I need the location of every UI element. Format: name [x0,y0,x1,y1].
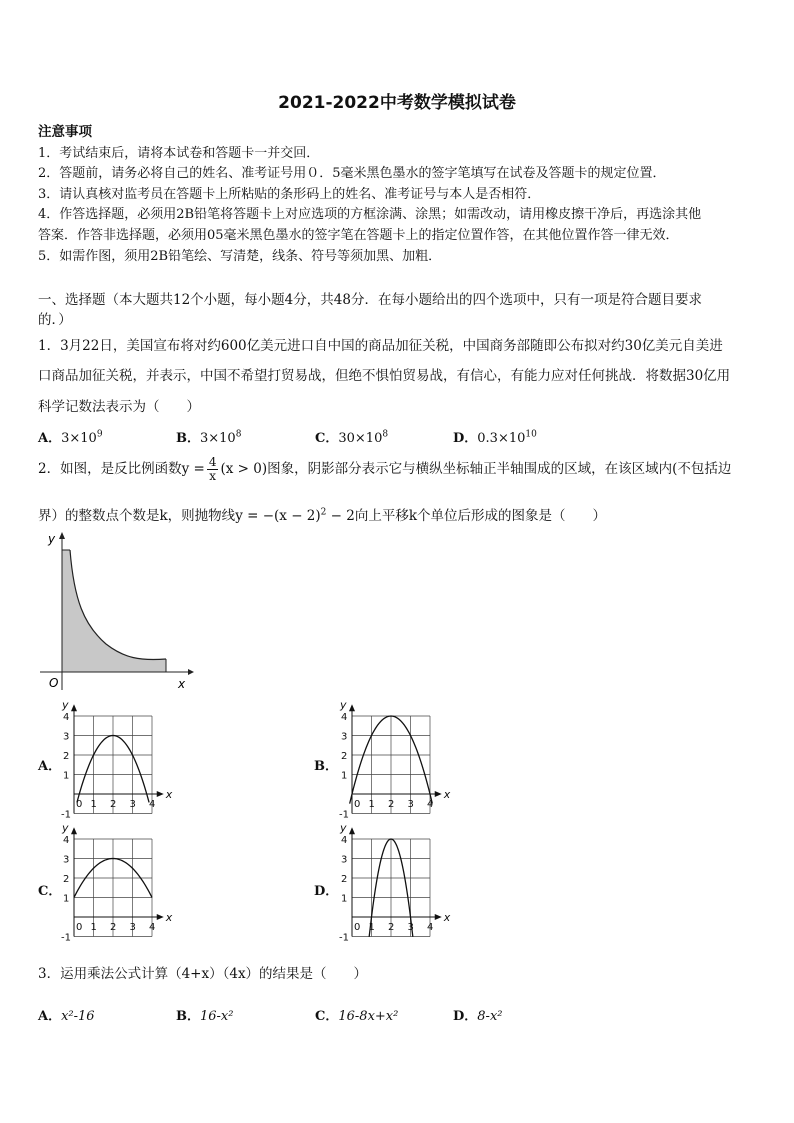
x-tick-label: 1 [368,799,375,810]
formula: y = −(x − 2) [235,508,321,524]
x-axis-label: x [178,677,186,691]
notes-heading: 注意事项 [38,124,92,140]
q3-option-b[interactable] [176,1005,233,1024]
option-value: 16-8x+x² [338,1009,399,1024]
q1-stem-line: 1．3月22日，美国宣布将对约600亿美元进口自中国的商品加征关税，中国商务部随即公布拟对约30亿美元自美进 [38,338,723,354]
q3-option-a[interactable] [38,1005,95,1024]
section-heading-cont: 的．） [38,312,72,328]
y-axis-label: y [62,700,69,712]
x-axis-label: x [165,911,173,924]
x-tick-label: 1 [368,922,375,933]
y-tick-label: 2 [341,751,348,762]
y-tick-label: 1 [341,770,348,782]
x-axis-arrow [435,914,442,920]
y-tick-label: 3 [341,854,348,866]
option-letter: D． [453,1009,478,1024]
y-tick-label: 2 [63,751,70,762]
x-tick-label: 4 [149,799,156,810]
x-axis-label: x [443,788,451,801]
q1-stem-line: 口商品加征关税，并表示，中国不希望打贸易战，但绝不惧怕贸易战，有信心，有能力应对任何挑战．将数据30亿用 [38,368,731,384]
q2-stem-line2 [38,504,606,524]
q2-stem-line1 [38,456,731,483]
q2-option-b[interactable]: B． [314,759,338,774]
x-tick-label: 2 [388,922,395,933]
q2-graph-b[interactable] [334,700,459,825]
y-tick-label: 0 [354,799,361,810]
option-value: 30×10 [338,431,383,446]
q2-option-c[interactable]: C． [38,884,62,899]
q2-main-figure [36,530,196,692]
option-letter: B． [176,431,200,446]
q2-graph-d[interactable] [334,823,459,948]
q3-option-d[interactable] [453,1005,503,1024]
option-letter: A． [38,431,62,446]
option-value: 8-x² [477,1009,503,1024]
note-item: 5．如需作图，须用2B铅笔绘、写清楚，线条、符号等须加黑、加粗． [38,249,442,264]
q2-text: 界）的整数点个数是k，则抛物线 [38,508,236,524]
y-axis-arrow [349,704,355,711]
x-tick-label: 3 [129,799,136,810]
y-tick-label: 1 [63,770,70,782]
option-letter: C． [315,431,339,446]
option-exponent: 8 [382,429,389,440]
option-letter: A． [38,1009,62,1024]
y-tick-label: 2 [341,874,348,885]
note-item: 答案．作答非选择题，必须用05毫米黑色墨水的签字笔在答题卡上的指定位置作答，在其他位置作答一律无效． [38,228,679,243]
x-axis-label: x [165,788,173,801]
fraction [207,456,219,483]
origin-label: O [49,676,59,690]
x-axis-arrow [157,914,164,920]
x-tick-label: 3 [129,922,136,933]
note-item: 4．作答选择题，必须用2B铅笔将答题卡上对应选项的方框涂满、涂黑；如需改动，请用橡皮擦干净后，再选涂其他 [38,207,702,222]
y-axis-arrow [349,827,355,834]
option-value: x²-16 [61,1009,95,1024]
y-tick-label: -1 [61,932,71,944]
option-exponent: 8 [235,429,242,440]
y-axis-arrow [71,827,77,834]
y-tick-label: 3 [63,731,70,743]
y-tick-label: 4 [63,712,70,723]
y-tick-label: 0 [76,922,83,933]
q3-option-c[interactable] [315,1005,398,1024]
option-letter: B． [176,1009,200,1024]
x-tick-label: 2 [110,922,117,933]
option-value: 0.3×10 [477,431,526,446]
x-axis-arrow [188,669,194,675]
y-tick-label: -1 [61,809,71,821]
option-exponent: 9 [96,429,103,440]
note-item: 1．考试结束后，请将本试卷和答题卡一并交回． [38,146,320,161]
formula-exponent: 2 [320,507,327,518]
option-value: 16-x² [200,1009,234,1024]
page-title: 2021-2022中考数学模拟试卷 [278,93,516,113]
y-axis-arrow [71,704,77,711]
y-axis-label: y [340,700,347,712]
option-letter: D． [453,431,478,446]
y-axis-arrow [59,532,65,539]
q2-text: 向上平移k个单位后形成的图象是（ ） [354,508,607,524]
x-tick-label: 2 [110,799,117,810]
q2-text: 图象，阴影部分表示它与横纵坐标轴正半轴围成的区域，在该区域内(不包括边 [267,461,732,477]
formula: − 2 [326,508,355,524]
y-axis-label: y [62,823,69,835]
x-axis-arrow [157,791,164,797]
y-tick-label: 3 [341,731,348,743]
option-letter: C． [315,1009,339,1024]
q2-graph-c[interactable] [56,823,181,948]
x-tick-label: 1 [90,799,97,810]
q2-text: 2．如图，是反比例函数 [38,461,182,477]
q3-stem: 3．运用乘法公式计算（4+x）（4x）的结果是（ ） [38,966,368,982]
formula-y: y = [181,461,205,477]
x-tick-label: 3 [407,799,414,810]
y-tick-label: 4 [341,712,348,723]
x-tick-label: 1 [90,922,97,933]
y-tick-label: 4 [341,835,348,846]
y-tick-label: -1 [339,932,349,944]
q1-stem-line: 科学记数法表示为（ ） [38,399,200,415]
section-heading: 一、选择题（本大题共12个小题，每小题4分，共48分．在每小题给出的四个选项中，只有一项是符合题目要求 [38,292,702,308]
option-exponent: 10 [525,429,537,440]
x-tick-label: 4 [427,922,434,933]
y-axis-label: y [340,823,347,835]
y-tick-label: -1 [339,809,349,821]
y-tick-label: 4 [63,835,70,846]
q1-option-c[interactable] [315,427,388,446]
q1-option-a[interactable] [38,427,103,446]
y-tick-label: 3 [63,854,70,866]
option-value: 3×10 [61,431,97,446]
x-axis-arrow [435,791,442,797]
q2-option-d[interactable]: D． [314,884,339,899]
y-tick-label: 2 [63,874,70,885]
formula-condition: (x > 0) [220,461,268,477]
x-tick-label: 2 [388,799,395,810]
option-value: 3×10 [200,431,236,446]
q1-option-d[interactable] [453,427,537,446]
y-tick-label: 1 [341,893,348,905]
q2-option-a[interactable]: A． [38,759,62,774]
y-tick-label: 0 [354,922,361,933]
y-tick-label: 1 [63,893,70,905]
fraction-numerator: 4 [208,455,217,469]
note-item: 2．答题前，请务必将自己的姓名、准考证号用０．5毫米黑色墨水的签字笔填写在试卷及答题卡的规定位置． [38,166,666,181]
x-tick-label: 4 [427,799,434,810]
x-tick-label: 4 [149,922,156,933]
q1-option-b[interactable] [176,427,241,446]
x-axis-label: x [443,911,451,924]
note-item: 3．请认真核对监考员在答题卡上所粘贴的条形码上的姓名、准考证号与本人是否相符． [38,187,541,202]
shaded-region [62,550,166,672]
fraction-denominator: x [209,469,217,483]
q2-graph-a[interactable] [56,700,181,825]
y-axis-label: y [48,532,56,546]
x-tick-label: 3 [407,922,414,933]
y-tick-label: 0 [76,799,83,810]
